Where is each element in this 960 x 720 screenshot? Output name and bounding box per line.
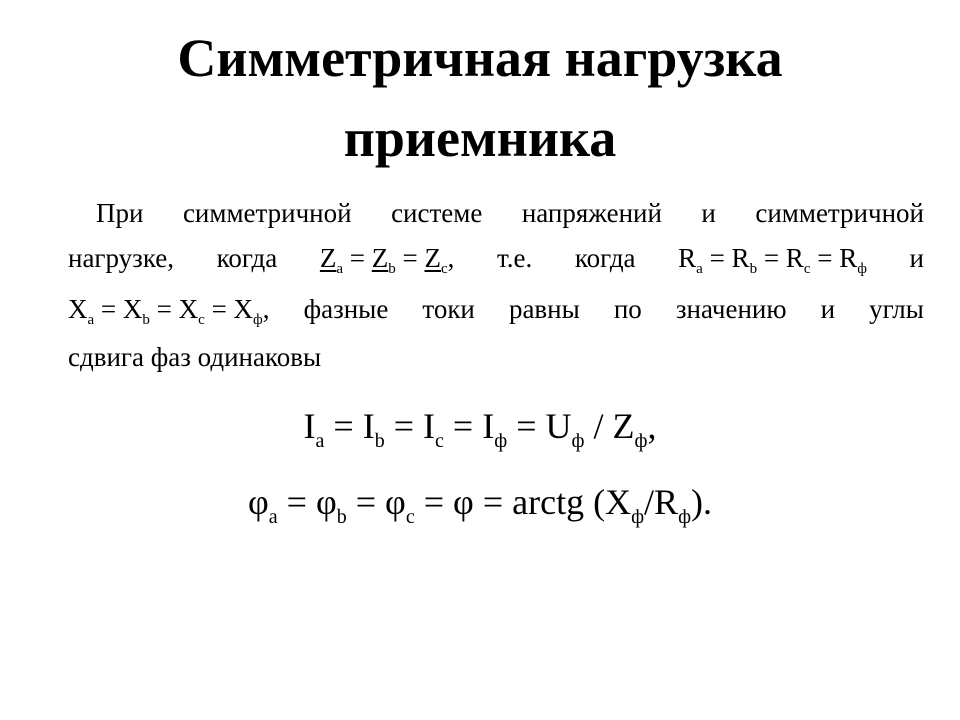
word: токи — [422, 294, 475, 324]
paragraph-line-2 — [68, 241, 924, 280]
subscript: ф — [571, 430, 585, 452]
word: и — [909, 243, 924, 273]
equals-sign: = — [211, 294, 227, 324]
word: когда — [574, 243, 636, 273]
subscript: a — [336, 261, 344, 277]
word: и — [701, 198, 716, 228]
word: т.е. — [497, 243, 533, 273]
equals-sign: = — [423, 482, 445, 522]
equals-sign: = — [452, 406, 474, 446]
i-symbol: I — [362, 406, 375, 446]
word: значению — [675, 294, 787, 324]
subscript: c — [803, 261, 811, 277]
division-sign: / — [644, 482, 655, 522]
division-sign: / — [593, 406, 604, 446]
phi-symbol: φ — [315, 482, 337, 522]
z-symbol: Z — [424, 243, 441, 273]
subscript: b — [388, 261, 396, 277]
paragraph-line-3 — [68, 292, 924, 331]
phi-symbol: φ — [385, 482, 406, 522]
subscript: b — [336, 506, 347, 528]
r-symbol: R — [839, 243, 858, 273]
word: При — [96, 198, 144, 228]
x-symbol: X — [68, 294, 88, 324]
equals-sign: = — [402, 243, 418, 273]
subscript: c — [198, 312, 205, 328]
equals-sign: = — [393, 406, 415, 446]
subscript: b — [374, 430, 385, 452]
equals-sign: = — [349, 243, 366, 273]
subscript: c — [441, 261, 448, 277]
equals-sign: = — [100, 294, 117, 324]
subscript: b — [749, 261, 758, 277]
equals-sign: = — [817, 243, 833, 273]
i-symbol: I — [303, 406, 316, 446]
phase-angle-formula — [0, 480, 960, 530]
r-symbol: R — [785, 243, 804, 273]
subscript: ф — [631, 506, 645, 528]
i-symbol: I — [482, 406, 495, 446]
subscript: c — [435, 430, 444, 452]
equals-sign: = — [516, 406, 537, 446]
phi-symbol: φ — [453, 482, 474, 522]
x-symbol: X — [178, 294, 199, 324]
subscript: ф — [494, 430, 508, 452]
impedance-equality — [320, 241, 455, 280]
subscript: ф — [678, 506, 692, 528]
word: по — [613, 294, 642, 324]
equals-sign: = — [333, 406, 354, 446]
phi-symbol: φ — [247, 482, 269, 522]
u-symbol: U — [545, 406, 572, 446]
word: системе — [391, 198, 483, 228]
arctg-function: arctg ( — [512, 482, 606, 522]
equals-sign: = — [286, 482, 307, 522]
word: когда — [216, 243, 278, 273]
x-symbol: X — [233, 294, 254, 324]
current-formula — [0, 404, 960, 454]
comma: , — [262, 294, 270, 324]
word: нагрузке, — [68, 243, 174, 273]
word: симметричной — [755, 198, 924, 228]
word: равны — [508, 294, 580, 324]
paragraph-line-1 — [96, 196, 924, 230]
word: углы — [869, 294, 924, 324]
i-symbol: I — [423, 406, 436, 446]
comma: , — [447, 243, 455, 273]
word: симметричной — [182, 198, 352, 228]
subscript: a — [315, 430, 325, 452]
closing: ). — [691, 482, 713, 522]
r-symbol: R — [678, 243, 697, 273]
equals-sign: = — [156, 294, 172, 324]
resistance-equality — [678, 241, 867, 280]
equals-sign: = — [355, 482, 377, 522]
word: фазные — [303, 294, 389, 324]
slide-title-line-1: Симметричная нагрузка — [177, 28, 783, 88]
subscript: b — [142, 312, 150, 328]
reactance-equality — [68, 292, 270, 331]
comma: , — [647, 406, 657, 446]
subscript: ф — [253, 312, 263, 328]
subscript: ф — [634, 430, 648, 452]
z-symbol: Z — [612, 406, 635, 446]
paragraph-line-4: сдвига фаз одинаковы — [68, 342, 322, 372]
z-symbol: Z — [319, 243, 337, 273]
equals-sign: = — [709, 243, 725, 273]
z-symbol: Z — [371, 243, 389, 273]
r-symbol: R — [654, 482, 679, 522]
word: напряжений — [521, 198, 662, 228]
subscript: a — [696, 261, 703, 277]
r-symbol: R — [731, 243, 750, 273]
x-symbol: X — [122, 294, 143, 324]
subscript: a — [87, 312, 95, 328]
equals-sign: = — [482, 482, 504, 522]
subscript: ф — [857, 261, 867, 277]
subscript: a — [268, 506, 278, 528]
subscript: c — [405, 506, 415, 528]
word: и — [820, 294, 836, 324]
equals-sign: = — [763, 243, 780, 273]
x-symbol: X — [605, 482, 632, 522]
slide-title-line-2: приемника — [343, 108, 617, 168]
